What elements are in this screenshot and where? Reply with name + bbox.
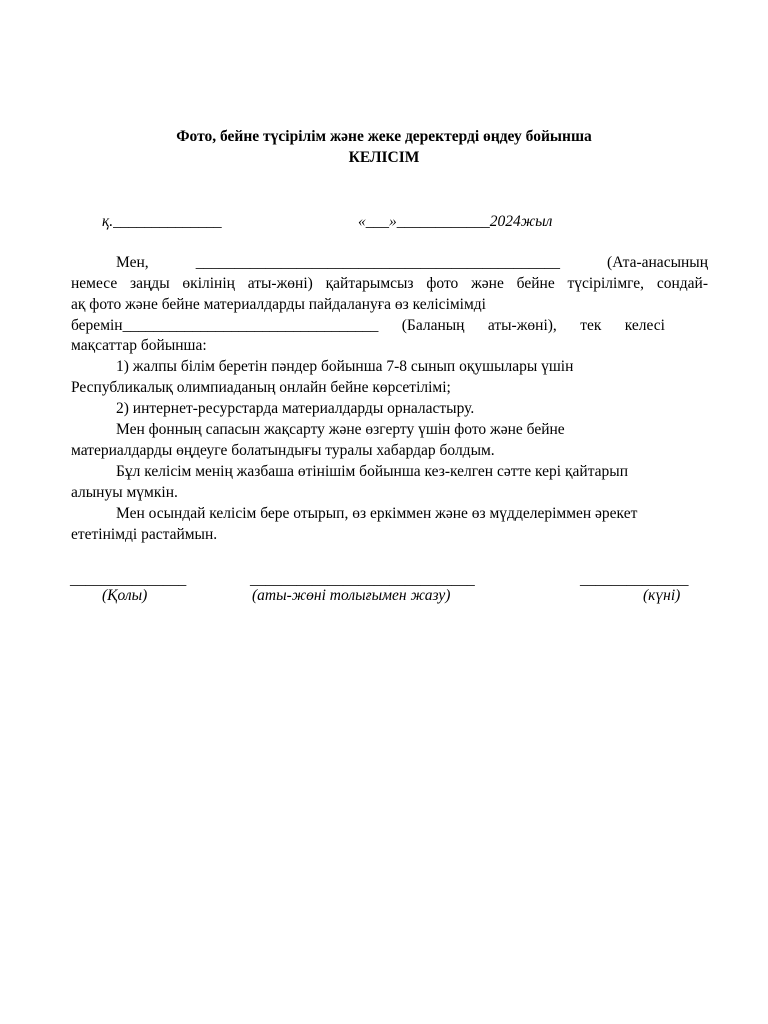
- body-line-1: Мен, _______________________________________________ (Ата-анасының: [116, 254, 708, 271]
- body-line-14: ететінімді растаймын.: [71, 526, 218, 543]
- body-line-13: Мен осындай келісім бере отырып, өз еркіммен және өз мүдделеріммен әрекет: [116, 505, 638, 522]
- full-name-line: _____________________________: [250, 571, 475, 588]
- body-line-8: 2) интернет-ресурстарда материалдарды орналастыру.: [116, 400, 475, 417]
- date-line: ______________: [580, 571, 689, 588]
- body-line-6: 1) жалпы білім беретін пәндер бойынша 7-8 сынып оқушылары үшін: [116, 358, 574, 375]
- place-field: қ.______________: [102, 213, 222, 230]
- date-field: «___»____________2024жыл: [358, 213, 553, 230]
- document-heading: КЕЛІСІМ: [348, 149, 420, 166]
- body-line-9: Мен фонның сапасын жақсарту және өзгерту үшін фото және бейне: [116, 421, 565, 438]
- body-line-2: немесе заңды өкілінің аты-жөні) қайтарымсыз фото және бейне түсірілімге, сондай-: [71, 275, 708, 292]
- body-line-4: беремін_________________________________ (Баланың аты-жөні), тек келесі: [71, 317, 665, 334]
- full-name-caption: (аты-жөні толығымен жазу): [252, 587, 451, 604]
- document-title: Фото, бейне түсірілім және жеке деректерді өңдеу бойынша: [176, 128, 592, 145]
- signature-caption: (Қолы): [102, 587, 148, 604]
- signature-line: _______________: [70, 571, 187, 588]
- body-line-11: Бұл келісім менің жазбаша өтінішім бойынша кез-келген сәтте кері қайтарып: [116, 463, 628, 480]
- body-line-12: алынуы мүмкін.: [71, 484, 178, 501]
- body-line-7: Республикалық олимпиаданың онлайн бейне көрсетілімі;: [71, 379, 451, 396]
- body-line-3: ақ фото және бейне материалдарды пайдалануға өз келісімімді: [71, 296, 486, 313]
- body-line-5: мақсаттар бойынша:: [71, 337, 207, 354]
- body-line-10: материалдарды өңдеуге болатындығы туралы хабардар болдым.: [71, 442, 495, 459]
- date-caption: (күні): [643, 587, 681, 604]
